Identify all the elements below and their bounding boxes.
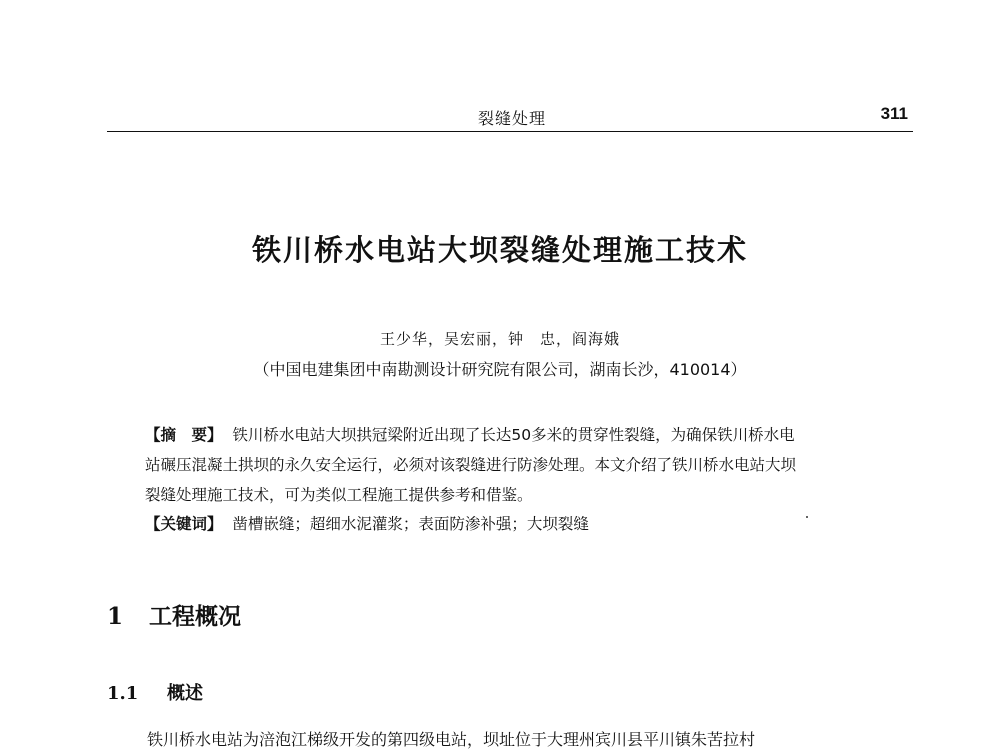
keywords bbox=[145, 509, 880, 539]
abstract-label: 【摘 要】 bbox=[145, 426, 223, 444]
section-1-1-heading bbox=[107, 679, 203, 705]
abstract-line-1-text: 铁川桥水电站大坝拱冠梁附近出现了长达50多米的贯穿性裂缝，为确保铁川桥水电 bbox=[232, 426, 795, 444]
affiliation: （中国电建集团中南勘测设计研究院有限公司，湖南长沙，410014） bbox=[253, 360, 747, 379]
section-1-1-number: 1.1 bbox=[107, 683, 139, 704]
section-1-heading bbox=[107, 598, 241, 631]
running-header-section: 裂缝处理 bbox=[478, 109, 547, 128]
running-header-page-number: 311 bbox=[880, 104, 908, 123]
section-1-1-title: 概述 bbox=[167, 683, 203, 704]
abstract bbox=[145, 420, 880, 510]
keywords-text: 凿槽嵌缝；超细水泥灌浆；表面防渗补强；大坝裂缝 bbox=[232, 515, 589, 533]
scan-speck bbox=[806, 516, 808, 518]
keywords-label: 【关键词】 bbox=[145, 515, 223, 533]
section-1-title: 工程概况 bbox=[149, 603, 241, 630]
abstract-line-3: 裂缝处理施工技术，可为类似工程施工提供参考和借鉴。 bbox=[145, 486, 533, 504]
abstract-line-1 bbox=[145, 420, 880, 450]
body-text-line-cut: 铁川桥水电站为涪泡江梯级开发的第四级电站，坝址位于大理州宾川县平川镇朱苦拉村 bbox=[147, 730, 756, 749]
paper-title: 铁川桥水电站大坝裂缝处理施工技术 bbox=[251, 233, 748, 267]
section-1-number: 1 bbox=[107, 603, 124, 630]
header-rule bbox=[107, 131, 913, 132]
authors: 王少华，吴宏丽，钟 忠，阎海娥 bbox=[379, 330, 620, 348]
abstract-line-2: 站碾压混凝土拱坝的永久安全运行，必须对该裂缝进行防渗处理。本文介绍了铁川桥水电站大坝 bbox=[145, 456, 797, 474]
